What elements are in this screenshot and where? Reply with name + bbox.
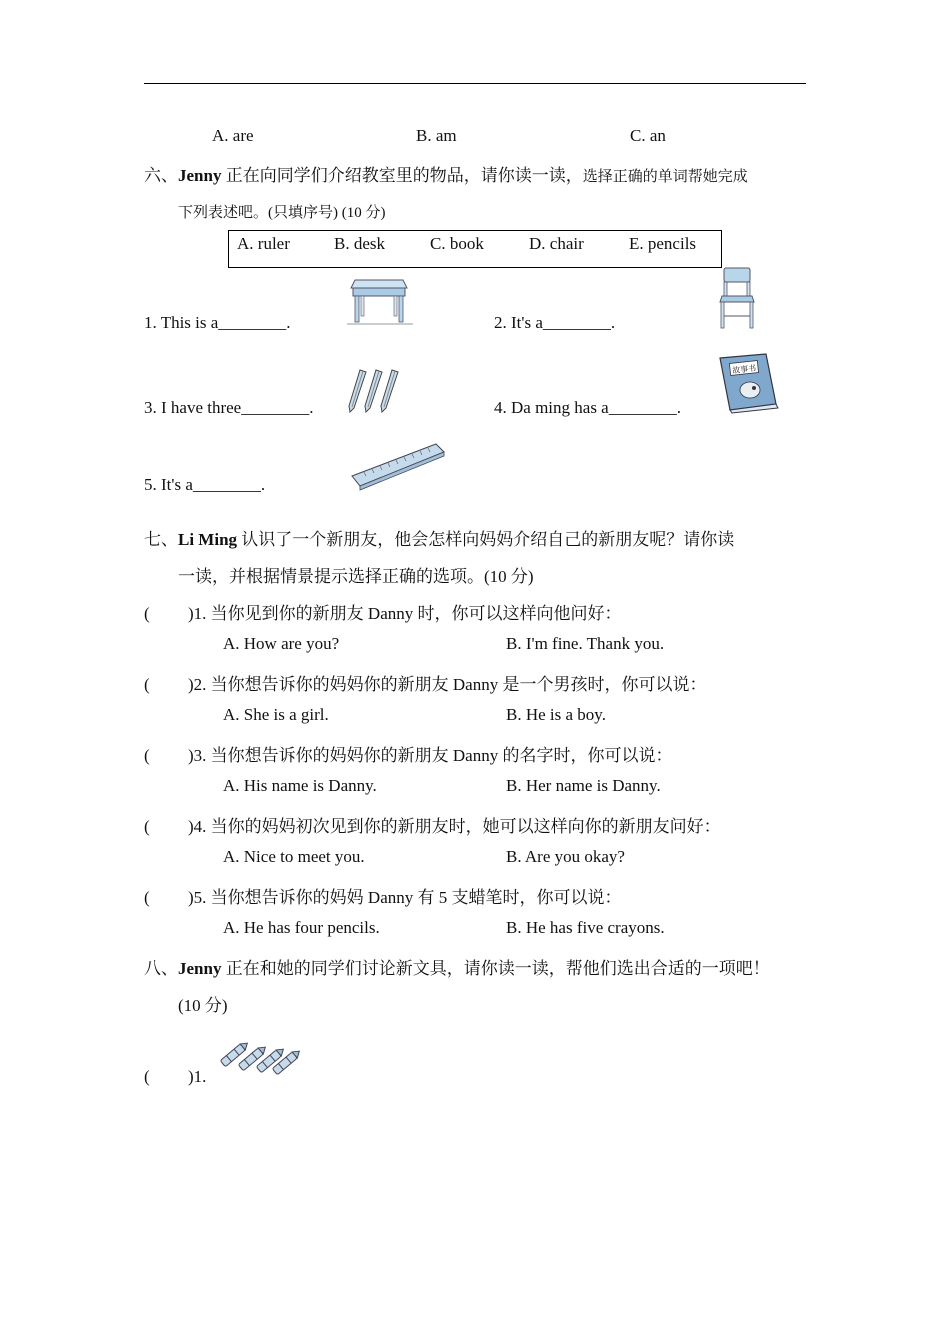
ruler-icon bbox=[348, 440, 448, 492]
section6-instruction: 下列表述吧。(只填序号) (10 分) bbox=[178, 205, 386, 221]
question-7-3 bbox=[144, 741, 672, 766]
section8-score: (10 分) bbox=[178, 996, 228, 1015]
question-7-1 bbox=[144, 599, 621, 624]
question-text: )2. 当你想告诉你的妈妈你的新朋友 Danny 是一个男孩时，你可以说： bbox=[188, 675, 707, 694]
question-8-1 bbox=[144, 1067, 206, 1087]
question-7-5 bbox=[144, 883, 621, 908]
question-text: )1. bbox=[188, 1067, 207, 1086]
question-6-3: 3. I have three________. bbox=[144, 398, 314, 417]
section6-text1: 正在向同学们介绍教室里的物品，请你读一读， bbox=[225, 166, 583, 185]
section7-heading bbox=[144, 525, 734, 550]
option-7-1-a: A. How are you? bbox=[223, 634, 340, 653]
section8-name: Jenny bbox=[178, 959, 222, 978]
answer-blank[interactable]: ( bbox=[144, 817, 150, 836]
section6-number: 六、 bbox=[144, 166, 178, 185]
answer-blank[interactable]: ( bbox=[144, 888, 150, 907]
section7-text1: 认识了一个新朋友，他会怎样向妈妈介绍自己的新朋友呢？请你读 bbox=[241, 530, 735, 549]
desk-icon bbox=[345, 276, 415, 328]
question-text: )5. 当你想告诉你的妈妈 Danny 有 5 支蜡笔时，你可以说： bbox=[188, 888, 622, 907]
option-7-4-a: A. Nice to meet you. bbox=[223, 847, 365, 866]
section6-text1b: 选择正确的单词帮她完成 bbox=[582, 169, 748, 185]
prev-option-b: B. am bbox=[416, 126, 457, 145]
word-bank bbox=[228, 230, 722, 268]
question-text: )1. 当你见到你的新朋友 Danny 时，你可以这样向他问好： bbox=[188, 604, 622, 623]
word-option: C. book bbox=[430, 234, 484, 253]
book-cover-title: 故事书 bbox=[731, 363, 757, 376]
option-7-5-a: A. He has four pencils. bbox=[223, 918, 380, 937]
crayons-icon bbox=[216, 1032, 300, 1078]
answer-blank[interactable]: ( bbox=[144, 1067, 150, 1086]
word-option: A. ruler bbox=[237, 234, 290, 253]
section8-number: 八、 bbox=[144, 959, 178, 978]
option-7-3-a: A. His name is Danny. bbox=[223, 776, 377, 795]
answer-blank[interactable]: ( bbox=[144, 675, 150, 694]
prev-option-c: C. an bbox=[630, 126, 666, 145]
section7-name: Li Ming bbox=[178, 530, 238, 549]
question-7-4 bbox=[144, 812, 721, 837]
section8-text1: 正在和她的同学们讨论新文具，请你读一读，帮他们选出合适的一项吧！ bbox=[225, 959, 770, 978]
question-6-4: 4. Da ming has a________. bbox=[494, 398, 681, 417]
option-7-2-a: A. She is a girl. bbox=[223, 705, 329, 724]
option-7-5-b: B. He has five crayons. bbox=[506, 918, 665, 937]
word-option: B. desk bbox=[334, 234, 385, 253]
chair-icon bbox=[716, 266, 760, 330]
option-7-1-b: B. I'm fine. Thank you. bbox=[506, 634, 665, 653]
option-7-2-b: B. He is a boy. bbox=[506, 705, 606, 724]
section7-instruction: 一读，并根据情景提示选择正确的选项。(10 分) bbox=[178, 567, 534, 586]
question-6-2: 2. It's a________. bbox=[494, 313, 616, 332]
question-6-1: 1. This is a________. bbox=[144, 313, 291, 332]
question-text: )4. 当你的妈妈初次见到你的新朋友时，她可以这样向你的新朋友问好： bbox=[188, 817, 721, 836]
word-option: D. chair bbox=[529, 234, 584, 253]
answer-blank[interactable]: ( bbox=[144, 604, 150, 623]
question-text: )3. 当你想告诉你的妈妈你的新朋友 Danny 的名字时，你可以说： bbox=[188, 746, 673, 765]
prev-option-a: A. are bbox=[212, 126, 254, 145]
header-rule bbox=[144, 83, 806, 84]
pencils-icon bbox=[346, 366, 410, 416]
option-7-3-b: B. Her name is Danny. bbox=[506, 776, 661, 795]
section8-heading bbox=[144, 954, 770, 979]
word-option: E. pencils bbox=[629, 234, 697, 253]
book-icon bbox=[716, 352, 782, 414]
question-6-5: 5. It's a________. bbox=[144, 475, 266, 494]
section7-number: 七、 bbox=[144, 530, 178, 549]
section6-name: Jenny bbox=[178, 166, 222, 185]
question-7-2 bbox=[144, 670, 706, 695]
answer-blank[interactable]: ( bbox=[144, 746, 150, 765]
section6-heading bbox=[144, 161, 748, 186]
option-7-4-b: B. Are you okay? bbox=[506, 847, 625, 866]
